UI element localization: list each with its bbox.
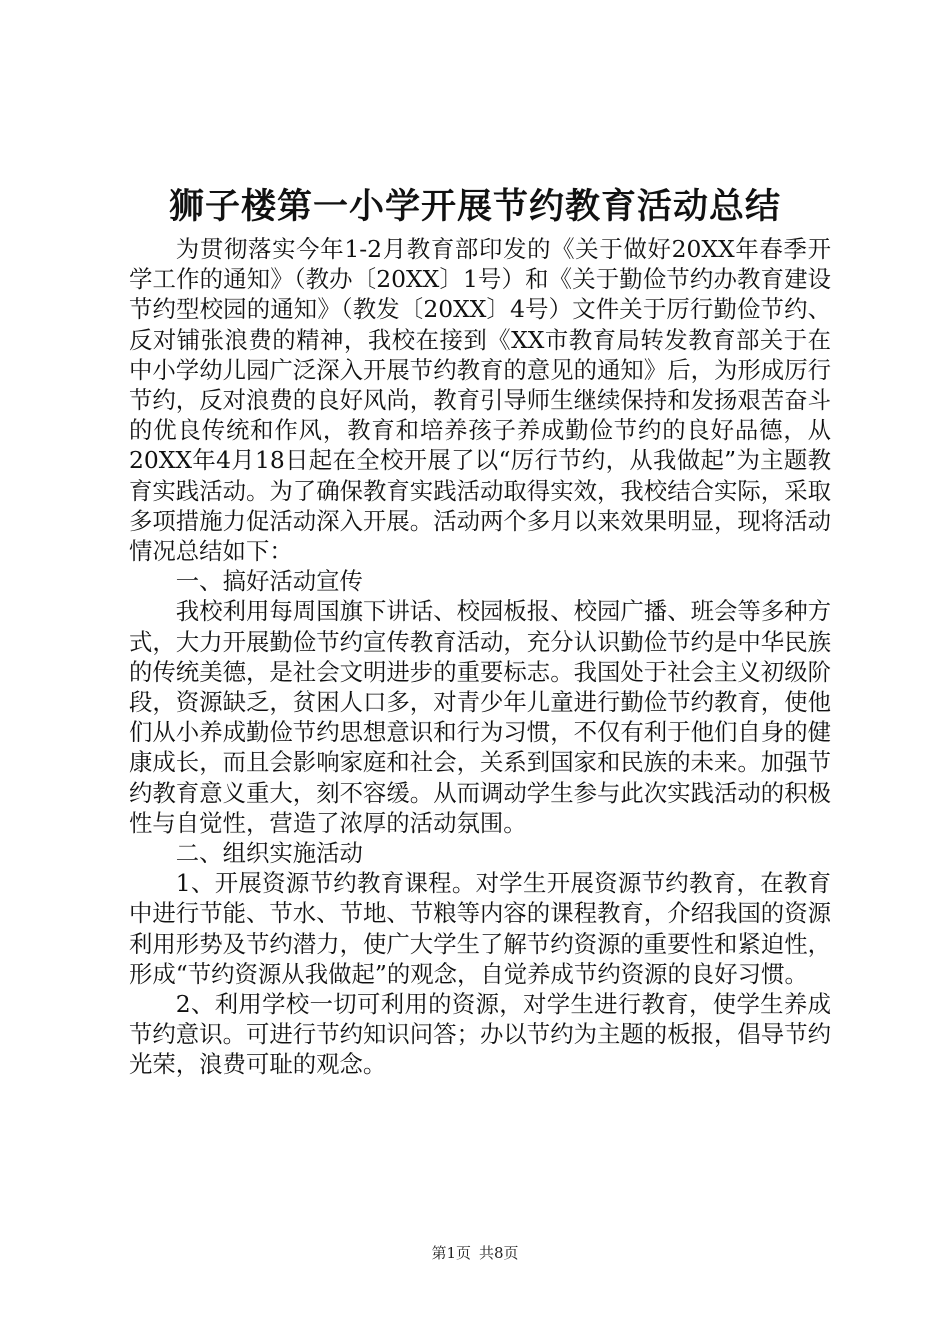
implementation-paragraph-1: 1、开展资源节约教育课程。对学生开展资源节约教育，在教育中进行节能、节水、节地、节粮等内容的课程教育，介绍我国的资源利用形势及节约潜力，使广大学生了解节约资源的重要性和紧迫性，形成“节约资源从我做起”的观念，自觉养成节约资源的良好习惯。 bbox=[129, 869, 831, 988]
publicity-paragraph: 我校利用每周国旗下讲话、校园板报、校园广播、班会等多种方式，大力开展勤俭节约宣传教育活动，充分认识勤俭节约是中华民族的传统美德，是社会文明进步的重要标志。我国处于社会主义初级阶段，资源缺乏，贫困人口多，对青少年儿童进行勤俭节约教育，使他们从小养成勤俭节约思想意识和行为习惯，不仅有利于他们自身的健康成长，而且会影响家庭和社会，关系到国家和民族的未来。加强节约教育意义重大，刻不容缓。从而调动学生参与此次实践活动的积极性与自觉性，营造了浓厚的活动氛围。 bbox=[129, 597, 831, 837]
document-title: 狮子楼第一小学开展节约教育活动总结 bbox=[168, 187, 781, 227]
section-heading-publicity: 一、搞好活动宣传 bbox=[175, 567, 363, 596]
document-body bbox=[129, 234, 831, 1080]
page-total: 共8页 bbox=[479, 1244, 519, 1262]
section-heading-implementation: 二、组织实施活动 bbox=[175, 839, 363, 868]
implementation-paragraph-2: 2、利用学校一切可利用的资源，对学生进行教育，使学生养成节约意识。可进行节约知识问答；办以节约为主题的板报，倡导节约光荣，浪费可耻的观念。 bbox=[129, 990, 831, 1079]
page-footer bbox=[0, 1243, 950, 1263]
page-number: 第1页 bbox=[431, 1244, 471, 1262]
intro-paragraph: 为贯彻落实今年1-2月教育部印发的《关于做好20XX年春季开学工作的通知》（教办〔20XX〕1号）和《关于勤俭节约办教育建设节约型校园的通知》（教发〔20XX〕4号）文件关于厉行勤俭节约、反对铺张浪费的精神，我校在接到《XX市教育局转发教育部关于在中小学幼儿园广泛深入开展节约教育的意见的通知》后，为形成厉行节约，反对浪费的良好风尚，教育引导师生继续保持和发扬艰苦奋斗的优良传统和作风，教育和培养孩子养成勤俭节约的良好品德，从20XX年4月18日起在全校开展了以“厉行节约，从我做起”为主题教育实践活动。为了确保教育实践活动取得实效，我校结合实际，采取多项措施力促活动深入开展。活动两个多月以来效果明显，现将活动情况总结如下： bbox=[129, 235, 831, 566]
